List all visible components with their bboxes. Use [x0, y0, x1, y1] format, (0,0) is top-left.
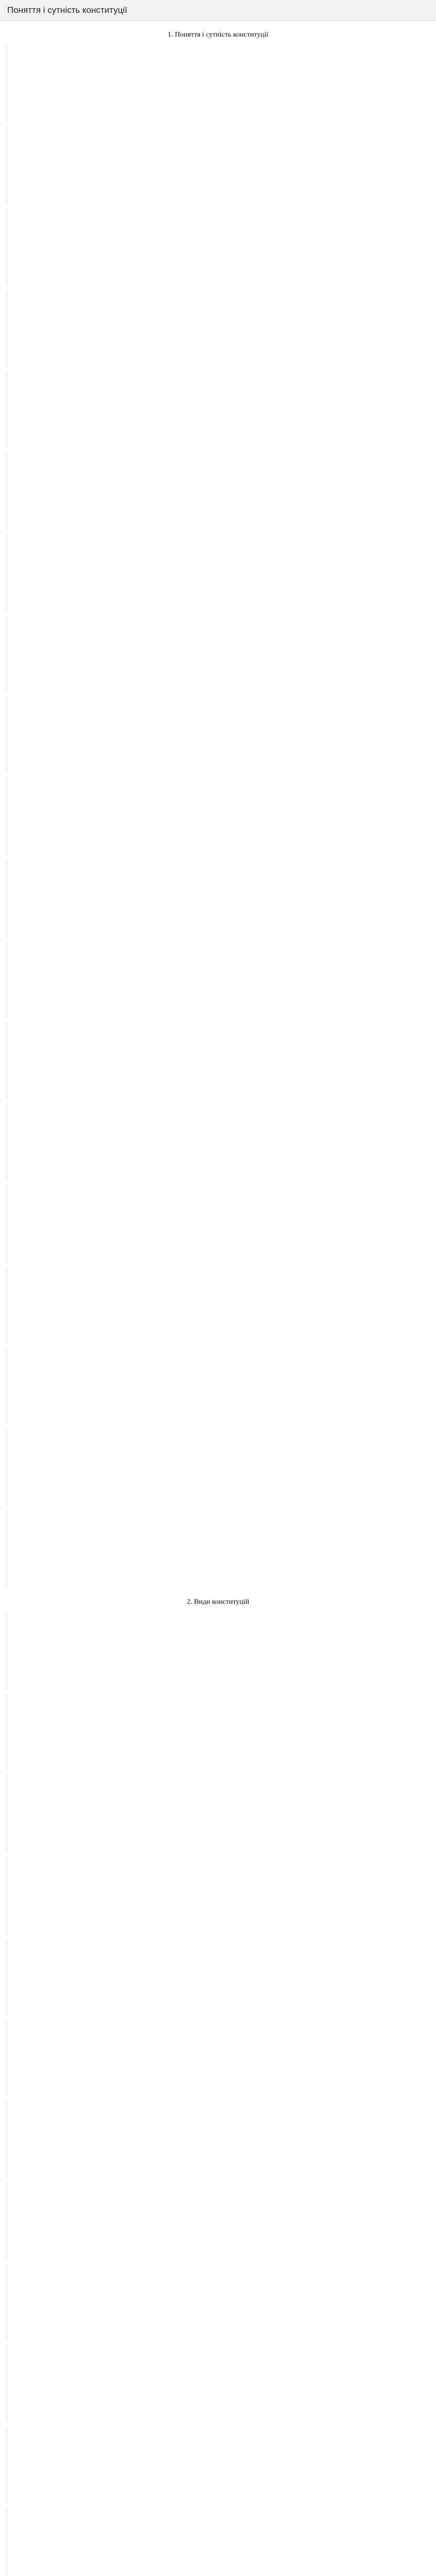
paragraph — [6, 1775, 430, 1853]
paragraph — [6, 2345, 430, 2422]
title-bar — [0, 0, 436, 21]
paragraph — [6, 1104, 430, 1181]
paragraph — [6, 1185, 430, 1262]
paragraph — [6, 615, 430, 692]
paragraph — [6, 697, 430, 774]
paragraph — [6, 290, 430, 367]
paragraph — [6, 208, 430, 285]
paragraph — [6, 1022, 430, 1099]
paragraph — [6, 534, 430, 611]
paragraph — [6, 2182, 430, 2260]
paragraph — [6, 2427, 430, 2504]
paragraph — [6, 1938, 430, 2015]
section-heading-2: 2. Види конституцій — [186, 1598, 250, 1606]
paragraph — [6, 371, 430, 448]
paragraph — [6, 1613, 430, 1690]
section-heading-1: 1. Поняття і сутність конституції — [167, 31, 269, 39]
paragraph — [6, 2508, 430, 2576]
paragraph — [6, 1348, 430, 1425]
paragraph — [6, 2101, 430, 2178]
paragraph — [6, 1266, 430, 1344]
paragraph — [6, 941, 430, 1018]
paragraph — [6, 2020, 430, 2097]
paragraph — [6, 1511, 430, 1588]
paragraph — [6, 1857, 430, 1934]
paragraph — [6, 778, 430, 855]
paragraph — [6, 1694, 430, 1771]
paragraph — [6, 127, 430, 204]
paragraph — [6, 859, 430, 937]
paragraph — [6, 2264, 430, 2341]
paragraph — [6, 45, 430, 123]
paragraph — [6, 1429, 430, 1506]
page-title: Поняття і сутність конституції — [7, 5, 128, 15]
paragraph — [6, 452, 430, 530]
